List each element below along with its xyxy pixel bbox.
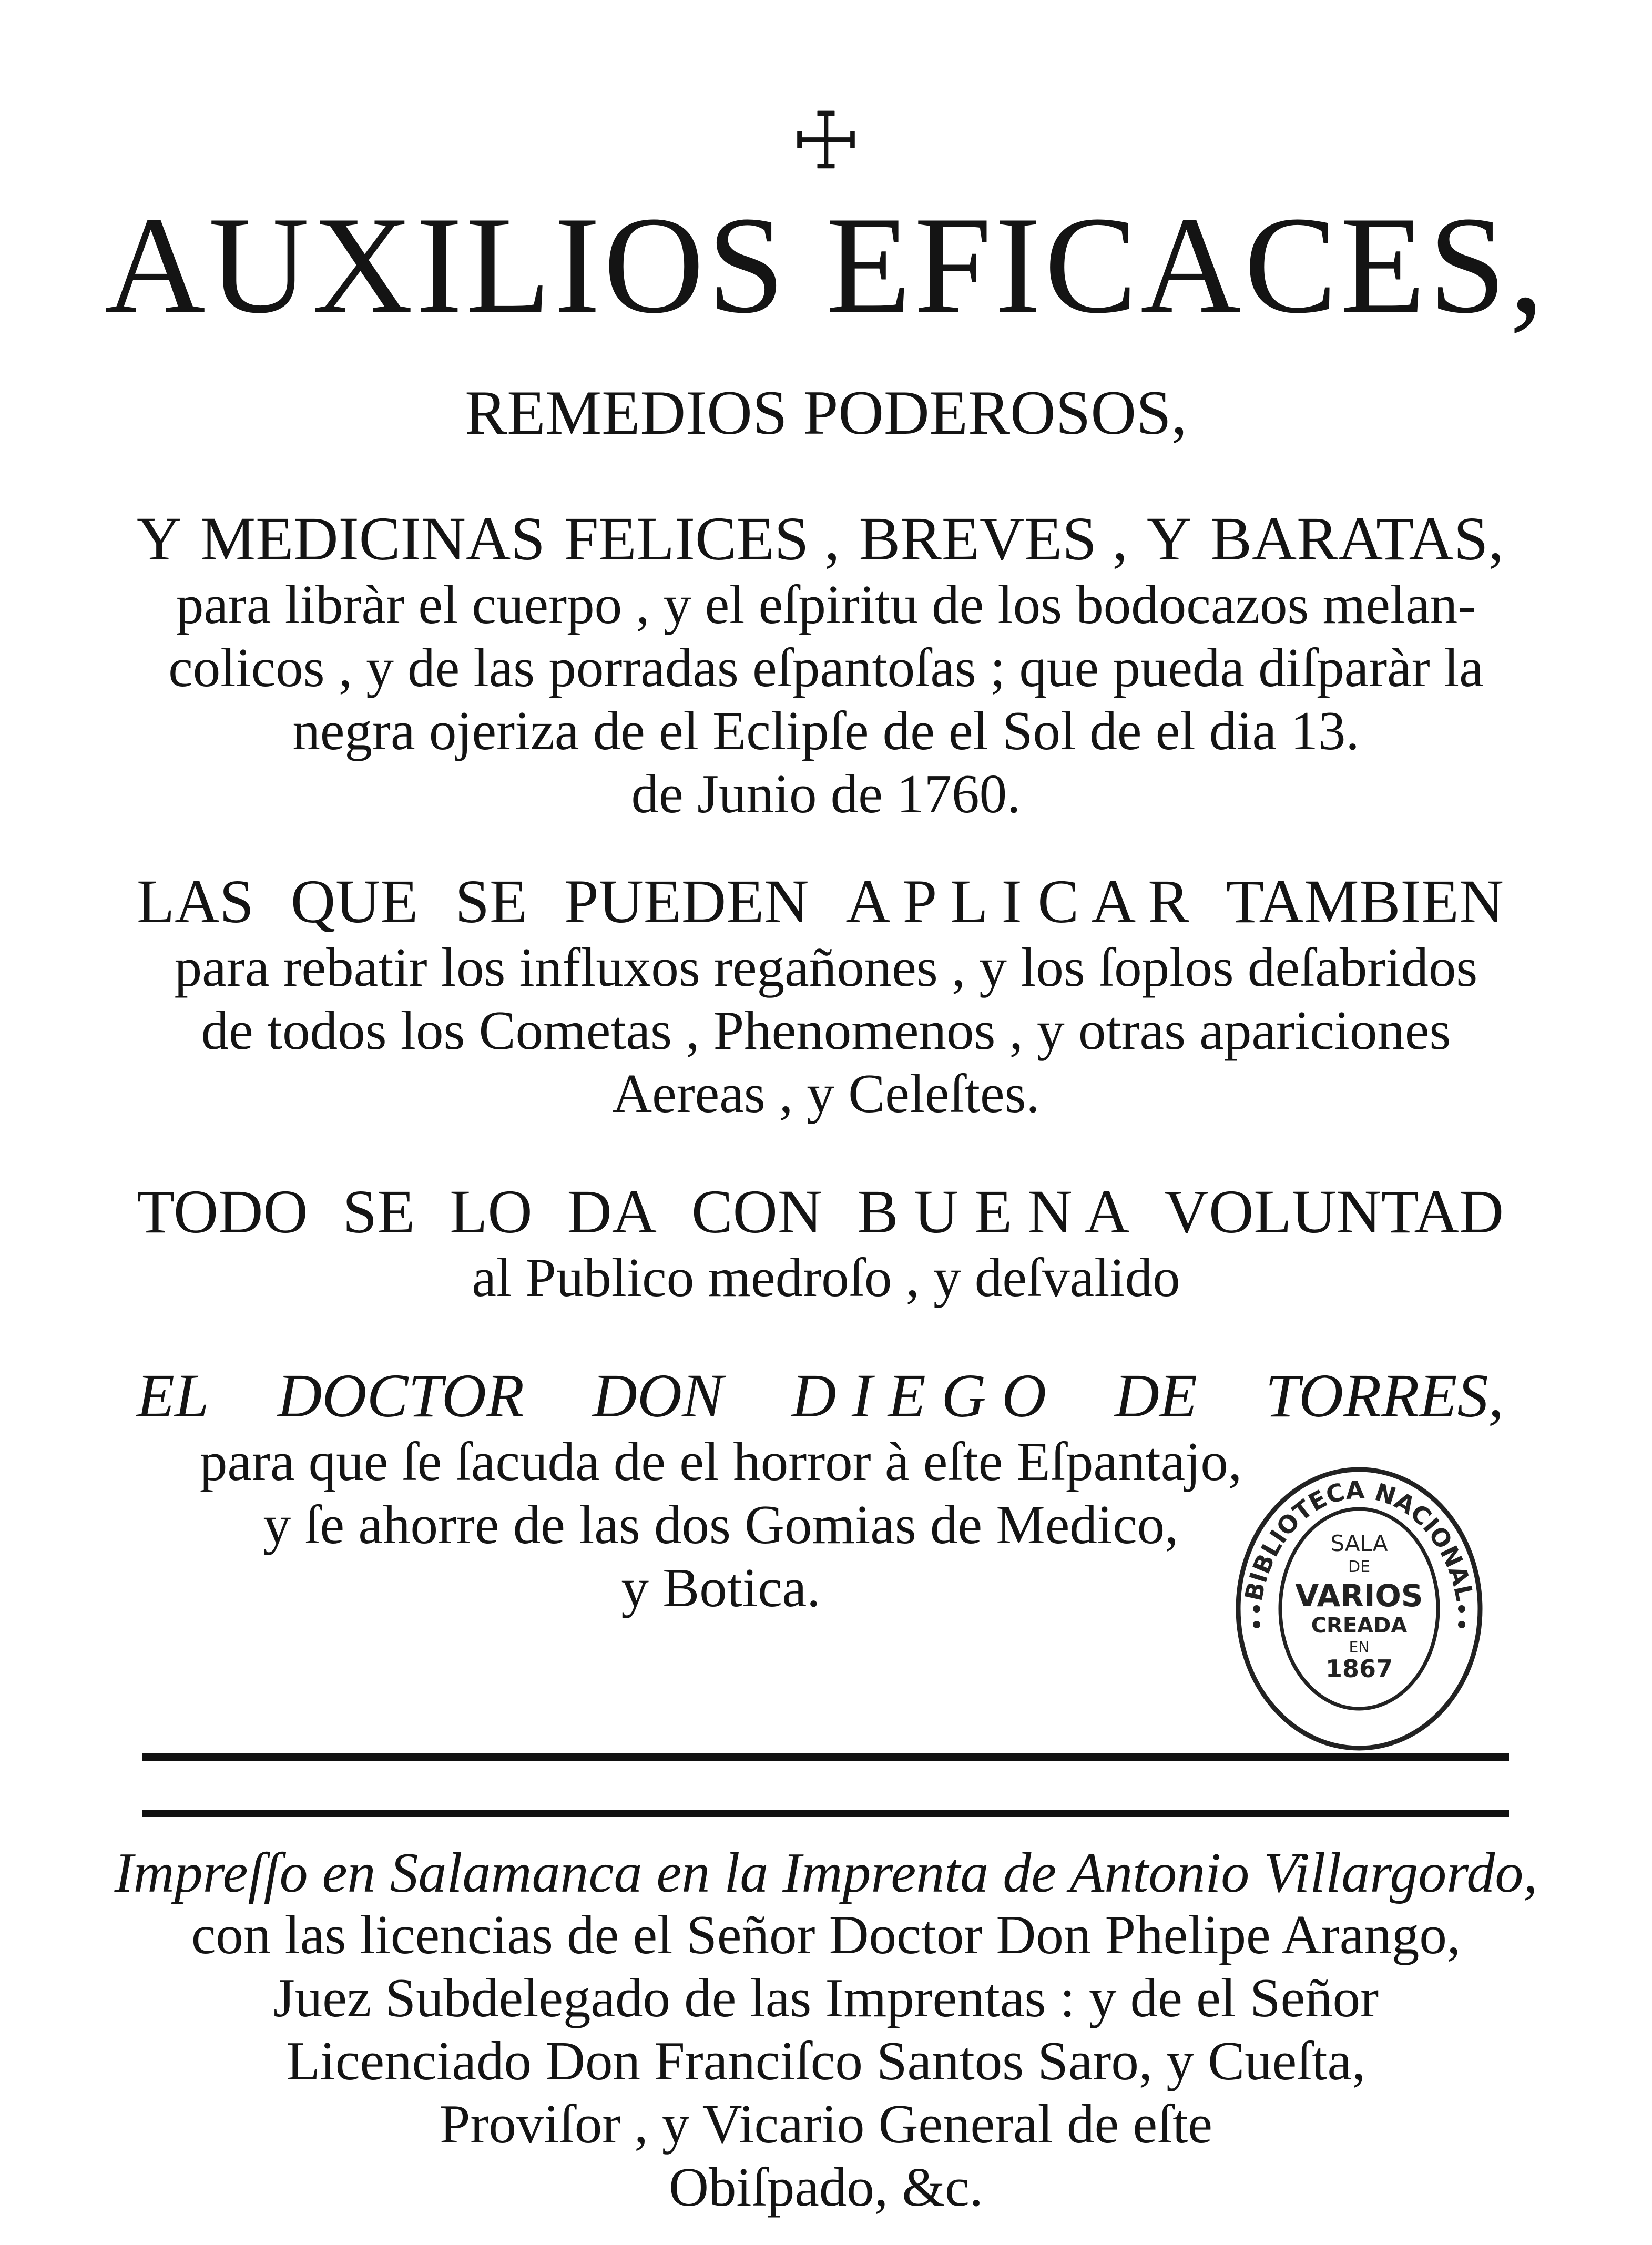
title: AUXILIOS EFICACES, (105, 188, 1547, 342)
imprint-line: Proviſor , y Vicario General de eſte (440, 2093, 1212, 2155)
heading-word: Y (137, 504, 182, 573)
section2-line: de todos los Cometas , Phenomenos , y otras apariciones (201, 999, 1451, 1061)
cross-ornament-icon: ☩ (790, 98, 862, 186)
imprint-line: Licenciado Don Franciſco Santos Saro, y Cueſta, (286, 2030, 1366, 2091)
section3-line: al Publico medroſo , y deſvalido (472, 1247, 1180, 1308)
section4-line: y ſe ahorre de las dos Gomias de Medico, (263, 1494, 1179, 1555)
section1-heading (137, 505, 1504, 573)
heading-word: FELICES , (564, 504, 840, 573)
author-heading (137, 1362, 1504, 1430)
heading-word: BARATAS, (1210, 504, 1504, 573)
horizontal-rule (142, 1810, 1509, 1817)
heading-word: DA (567, 1177, 657, 1246)
heading-word: DON (592, 1361, 723, 1430)
section1-line: colicos , y de las porradas eſpantoſas ; que pueda diſparàr la (168, 637, 1484, 698)
section1-line: para libràr el cuerpo , y el eſpiritu de los bodocazos melan- (176, 574, 1476, 635)
heading-word: A P L I C A R (845, 867, 1189, 936)
imprint-line: Impreſſo en Salamanca en la Imprenta de Antonio Villargordo, (114, 1842, 1538, 1904)
stamp-line: SALA (1330, 1530, 1388, 1556)
imprint-line: Obiſpado, &c. (669, 2156, 983, 2218)
heading-word: SE (455, 867, 528, 936)
stamp-line: EN (1349, 1638, 1370, 1656)
heading-word: PUEDEN (564, 867, 809, 936)
stamp-line: 1867 (1325, 1655, 1393, 1683)
heading-word: DE (1114, 1361, 1198, 1430)
horizontal-rule (142, 1753, 1509, 1761)
heading-word: EL (137, 1361, 209, 1430)
section1-line: negra ojeriza de el Eclipſe de el Sol de el dia 13. (292, 700, 1360, 761)
stamp-ring-text: BIBLIOTECA NACIONAL (1239, 1475, 1480, 1604)
heading-word: SE (342, 1177, 415, 1246)
heading-word: TODO (137, 1177, 308, 1246)
imprint-line: Juez Subdelegado de las Imprentas : y de el Señor (273, 1967, 1379, 2028)
heading-word: Y (1146, 504, 1192, 573)
imprint-line: con las licencias de el Señor Doctor Don Phelipe Arango, (191, 1904, 1461, 1965)
heading-word: DOCTOR (277, 1361, 525, 1430)
heading-word: MEDICINAS (200, 504, 545, 573)
heading-word: LAS (137, 867, 254, 936)
heading-word: TAMBIEN (1226, 867, 1504, 936)
subtitle: REMEDIOS PODEROSOS, (465, 377, 1187, 447)
section4-line: y Botica. (621, 1557, 821, 1618)
stamp-line: DE (1348, 1558, 1371, 1576)
stamp-line: VARIOS (1295, 1578, 1423, 1614)
heading-word: BREVES , (859, 504, 1128, 573)
section2-heading (137, 868, 1504, 936)
heading-word: B U E N A (857, 1177, 1129, 1246)
section4-line: para que ſe ſacuda de el horror à eſte Eſpantajo, (199, 1431, 1242, 1492)
heading-word: LO (450, 1177, 533, 1246)
heading-word: CON (691, 1177, 823, 1246)
heading-word: D I E G O (791, 1361, 1047, 1430)
section1-line: de Junio de 1760. (631, 763, 1021, 824)
heading-word: VOLUNTAD (1164, 1177, 1504, 1246)
heading-word: TORRES, (1265, 1361, 1504, 1430)
stamp-line: CREADA (1311, 1614, 1408, 1638)
heading-word: QUE (290, 867, 419, 936)
section2-line: para rebatir los influxos regañones , y los ſoplos deſabridos (174, 936, 1478, 998)
section2-line: Aereas , y Celeſtes. (612, 1063, 1040, 1124)
library-stamp-icon (1228, 1456, 1491, 1751)
section3-heading (137, 1178, 1504, 1246)
